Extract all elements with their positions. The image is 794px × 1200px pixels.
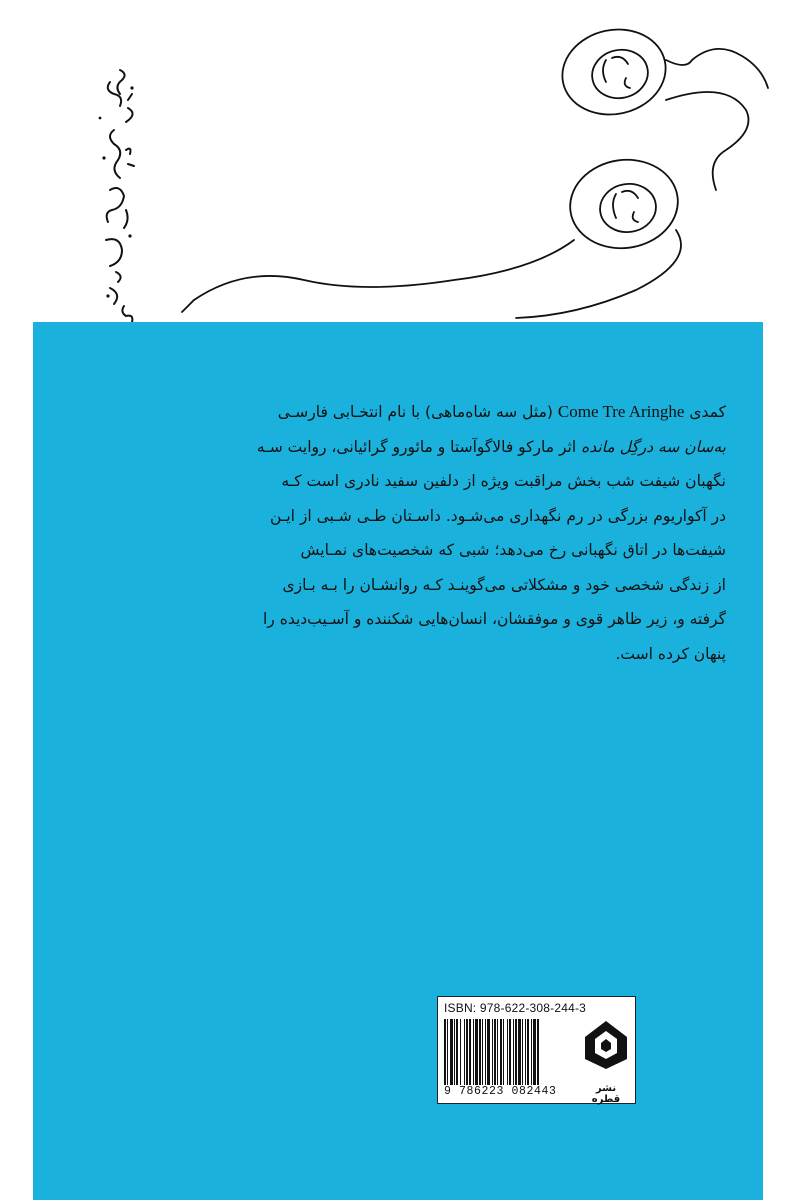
barcode-bar	[522, 1019, 523, 1085]
barcode-bar	[533, 1019, 536, 1085]
blurb-line: از زندگی شخصی خود و مشکلاتی می‌گوینـد کـه روانشـان را بـه بـازی	[282, 575, 726, 594]
barcode-bar	[507, 1019, 508, 1085]
barcode-bar	[469, 1019, 471, 1085]
barcode-bar	[466, 1019, 468, 1085]
barcode-bar	[525, 1019, 526, 1085]
barcode-bar	[518, 1019, 521, 1085]
publisher-drop-logo	[583, 1019, 629, 1071]
isbn-label: ISBN: 978-622-308-244-3	[444, 1001, 587, 1015]
barcode-bar	[487, 1019, 490, 1085]
isbn-box	[437, 996, 636, 1104]
blurb-line: در آکواریوم بزرگی در رم نگهداری می‌شـود. داسـتان طـی شـبی از ایـن	[270, 506, 726, 525]
barcode	[444, 1019, 576, 1085]
faces-line-drawing	[80, 0, 794, 330]
barcode-bar	[447, 1019, 448, 1085]
barcode-bar	[509, 1019, 511, 1085]
barcode-bar	[497, 1019, 498, 1085]
barcode-bar	[479, 1019, 481, 1085]
blurb-line: پنهان کرده است.	[615, 644, 726, 663]
publisher-name: نشر قطره	[591, 1083, 621, 1105]
blurb-line: کمدی Come Tre Aringhe (مثل سه شاه‌ماهی) با نام انتخـابی فارسـی	[277, 402, 726, 421]
barcode-bar	[482, 1019, 483, 1085]
blurb-line: نگهبان شیفت شب بخش مراقبت ویژه از دلفین سفید نادری است کـه	[281, 472, 726, 490]
barcode-digits: 9 786223 082443	[444, 1085, 557, 1098]
barcode-bar	[450, 1019, 453, 1085]
barcode-bar	[492, 1019, 493, 1085]
persian-title: به‌سان سه درگِل مانده	[581, 437, 726, 456]
book-blurb	[120, 395, 726, 671]
barcode-bar	[454, 1019, 455, 1085]
barcode-bar	[531, 1019, 532, 1085]
barcode-bar	[500, 1019, 502, 1085]
blurb-line: گرفته و، زیر ظاهر قوی و موفقشان، انسان‌هایی شکننده و آسـیب‌دیده را	[262, 610, 726, 628]
original-title: Come Tre Aringhe	[557, 402, 685, 421]
barcode-bar	[456, 1019, 458, 1085]
barcode-bar	[503, 1019, 504, 1085]
blurb-line: به‌سان سه درگِل مانده اثر مارکو فالاگوآستا و مائورو گرائیانی، روایت سـه	[256, 437, 726, 456]
barcode-bar	[475, 1019, 478, 1085]
barcode-bar	[460, 1019, 461, 1085]
barcode-bar	[513, 1019, 514, 1085]
blurb-line: شیفت‌ها در اتاق نگهبانی رخ می‌دهد؛ شبی که شخصیت‌های نمـایش	[300, 541, 726, 559]
barcode-bar	[464, 1019, 465, 1085]
barcode-bar	[515, 1019, 517, 1085]
barcode-bar	[473, 1019, 474, 1085]
barcode-bar	[494, 1019, 496, 1085]
barcode-bar	[537, 1019, 539, 1085]
barcode-bar	[527, 1019, 529, 1085]
barcode-bar	[444, 1019, 446, 1085]
barcode-bar	[485, 1019, 486, 1085]
